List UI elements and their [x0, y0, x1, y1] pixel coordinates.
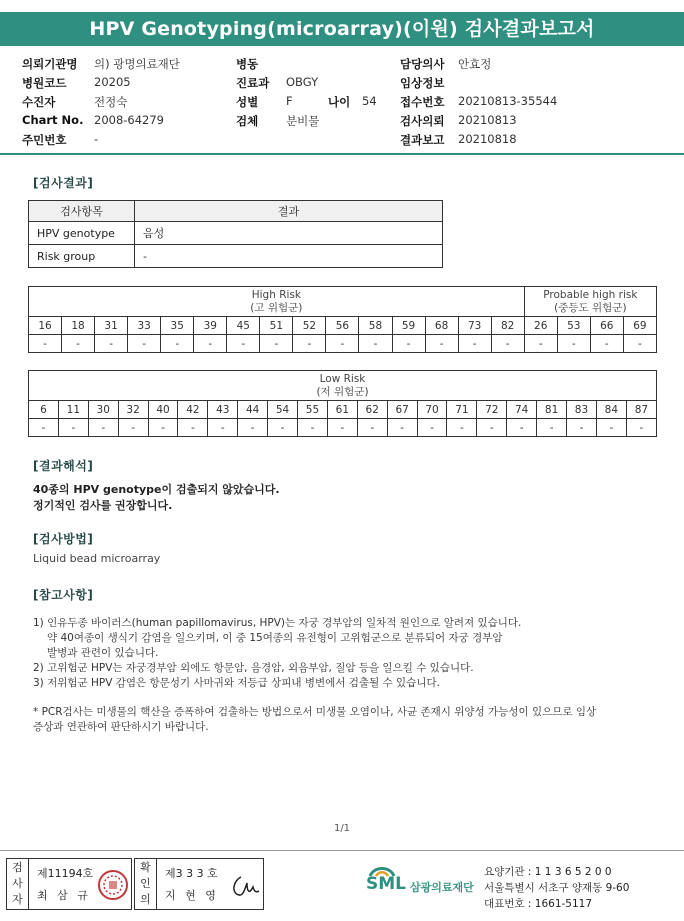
genotype-result-cell: - [477, 419, 507, 437]
genotype-cell: 68 [425, 317, 458, 335]
inspector-license-no: 제11194호 [37, 867, 94, 880]
genotype-result-cell: - [95, 335, 128, 353]
hospital-code-value: 20205 [94, 75, 131, 89]
genotype-result-cell: - [298, 419, 328, 437]
results-title: [검사결과] [33, 176, 94, 190]
note-line: 약 40여종이 생식기 감염을 일으키며, 이 중 15여종의 유전형이 고위험군으로 분류되어 자궁 경부암 [47, 632, 503, 644]
result-value: - [135, 245, 443, 268]
genotype-cell: 11 [58, 401, 88, 419]
request-value: 20210813 [458, 113, 517, 127]
genotype-result-cell: - [626, 419, 656, 437]
org-name: 삼광의료재단 [410, 881, 474, 894]
genotype-cell: 84 [596, 401, 626, 419]
genotype-result-cell: - [29, 335, 62, 353]
col-result-header: 결과 [135, 201, 443, 222]
genotype-cell: 43 [208, 401, 238, 419]
genotype-result-cell: - [590, 335, 623, 353]
genotype-cell: 26 [524, 317, 557, 335]
genotype-result-cell: - [268, 419, 298, 437]
genotype-cell: 58 [359, 317, 392, 335]
genotype-result-cell: - [178, 419, 208, 437]
genotype-result-cell: - [392, 335, 425, 353]
ward-label: 병동 [236, 57, 259, 71]
org-contact [484, 864, 629, 912]
signature-icon [229, 873, 261, 899]
receipt-label: 접수번호 [400, 95, 445, 109]
patient-info [22, 56, 662, 151]
genotype-result-cell: - [62, 335, 95, 353]
org-mark: SML [366, 874, 406, 894]
sex-label: 성별 [236, 95, 259, 109]
genotype-result-cell: - [327, 419, 357, 437]
genotype-result-cell: - [359, 335, 392, 353]
id-label: 주민번호 [22, 133, 67, 147]
sex-value: F [286, 94, 293, 108]
genotype-cell: 71 [447, 401, 477, 419]
group-header-row [29, 287, 657, 317]
genotype-cell: 74 [507, 401, 537, 419]
interpretation-line: 40종의 HPV genotype이 검출되지 않았습니다. [33, 483, 280, 496]
genotype-cell: 83 [567, 401, 597, 419]
results-table [28, 200, 443, 268]
result-item: HPV genotype [29, 222, 135, 245]
genotype-cell: 18 [62, 317, 95, 335]
genotype-result-cell: - [447, 419, 477, 437]
receipt-value: 20210813-35544 [458, 94, 558, 108]
note-line: 2) 고위험군 HPV는 자궁경부암 외에도 항문암, 음경암, 외음부암, 질암 등을 일으킬 수 있습니다. [33, 662, 474, 674]
genotype-cell: 39 [194, 317, 227, 335]
inspector-signature-box [6, 858, 132, 910]
genotype-cell: 54 [268, 401, 298, 419]
genotype-result-cell: - [194, 335, 227, 353]
genotype-cell: 35 [161, 317, 194, 335]
table-row [29, 245, 443, 268]
request-label: 검사의뢰 [400, 114, 445, 128]
confirmer-license-no: 제3 3 3 호 [165, 867, 218, 880]
result-item: Risk group [29, 245, 135, 268]
genotype-result-cell: - [88, 419, 118, 437]
genotype-result-cell: - [596, 419, 626, 437]
genotype-result-cell: - [458, 335, 491, 353]
high-risk-genotype-table [28, 286, 657, 353]
clinical-label: 임상정보 [400, 76, 445, 90]
result-row [29, 419, 657, 437]
genotype-result-cell: - [161, 335, 194, 353]
note-line: 발병과 관련이 있습니다. [47, 647, 159, 659]
genotype-result-cell: - [118, 419, 148, 437]
interpretation-line: 정기적인 검사를 권장합니다. [33, 499, 173, 512]
org-code: 요양기관 : 1 1 3 6 5 2 0 0 [484, 866, 612, 878]
inspector-caption: 검 사 자 [7, 859, 29, 909]
interpretation-text [33, 482, 280, 514]
pcr-note [33, 705, 653, 735]
footer-divider [0, 850, 684, 851]
seal-icon [97, 869, 129, 901]
low-risk-header [29, 371, 657, 401]
genotype-result-cell: - [227, 335, 260, 353]
genotype-cell: 87 [626, 401, 656, 419]
genotype-cell: 6 [29, 401, 59, 419]
org-phone: 대표번호 : 1661-5117 [484, 898, 593, 910]
dept-value: OBGY [286, 75, 319, 89]
genotype-result-cell: - [326, 335, 359, 353]
genotype-result-cell: - [425, 335, 458, 353]
specimen-value: 분비물 [286, 114, 320, 128]
method-title: [검사방법] [33, 532, 94, 546]
table-row [29, 222, 443, 245]
genotype-cell: 69 [623, 317, 656, 335]
report-title: HPV Genotyping(microarray)(이원) 검사결과보고서 [0, 12, 684, 46]
genotype-cell: 70 [417, 401, 447, 419]
institution-label: 의뢰기관명 [22, 57, 78, 71]
genotype-result-cell: - [260, 335, 293, 353]
result-value: 음성 [135, 222, 443, 245]
doctor-label: 담당의사 [400, 57, 445, 71]
genotype-result-cell: - [293, 335, 326, 353]
patient-value: 전정숙 [94, 95, 128, 109]
high-risk-header-sublabel: (고 위험군) [250, 301, 303, 314]
genotype-result-cell: - [507, 419, 537, 437]
inspector-name: 최 삼 규 [37, 889, 91, 902]
genotype-cell: 31 [95, 317, 128, 335]
specimen-label: 검체 [236, 114, 259, 128]
institution-value: 의) 광명의료재단 [94, 57, 180, 71]
genotype-cell: 33 [128, 317, 161, 335]
genotype-result-cell: - [491, 335, 524, 353]
genotype-cell: 40 [148, 401, 178, 419]
genotype-result-cell: - [238, 419, 268, 437]
note-line: 3) 저위험군 HPV 감염은 항문성기 사마귀와 저등급 상피내 병변에서 검출될 수 있습니다. [33, 677, 440, 689]
note-line: * PCR검사는 미생물의 핵산을 증폭하여 검출하는 방법으로서 미생물 오염이나, 사균 존재시 위양성 가능성이 있으므로 임상 [33, 706, 597, 718]
genotype-result-cell: - [128, 335, 161, 353]
high-risk-header [29, 287, 525, 317]
genotype-cell: 42 [178, 401, 208, 419]
age-value: 54 [362, 94, 377, 108]
hospital-code-label: 병원코드 [22, 76, 67, 90]
genotype-row [29, 317, 657, 335]
genotype-cell: 52 [293, 317, 326, 335]
genotype-cell: 55 [298, 401, 328, 419]
report-date-value: 20210818 [458, 132, 517, 146]
genotype-cell: 61 [327, 401, 357, 419]
genotype-cell: 16 [29, 317, 62, 335]
note-line: 1) 인유두종 바이러스(human papillomavirus, HPV)는 자궁 경부암의 일차적 원인으로 알려져 있습니다. [33, 617, 522, 629]
confirmer-name: 지 현 영 [165, 889, 219, 902]
genotype-cell: 82 [491, 317, 524, 335]
genotype-cell: 51 [260, 317, 293, 335]
probable-high-risk-header [524, 287, 656, 317]
genotype-cell: 73 [458, 317, 491, 335]
page-number: 1/1 [333, 823, 351, 834]
genotype-result-cell: - [417, 419, 447, 437]
confirmer-signature-box [134, 858, 264, 910]
low-risk-header-sublabel: (저 위험군) [316, 385, 369, 398]
genotype-result-cell: - [537, 419, 567, 437]
genotype-cell: 45 [227, 317, 260, 335]
genotype-result-cell: - [148, 419, 178, 437]
low-risk-header-label: Low Risk [319, 372, 366, 385]
genotype-cell: 67 [387, 401, 417, 419]
genotype-result-cell: - [557, 335, 590, 353]
genotype-cell: 56 [326, 317, 359, 335]
reference-notes [33, 616, 653, 691]
confirmer-caption: 확 인 의 [135, 859, 157, 909]
genotype-result-cell: - [208, 419, 238, 437]
genotype-result-cell: - [524, 335, 557, 353]
low-risk-genotype-table [28, 370, 657, 437]
probable-high-risk-header-sublabel: (중등도 위험군) [554, 301, 627, 314]
dept-label: 진료과 [236, 76, 270, 90]
genotype-result-cell: - [58, 419, 88, 437]
genotype-cell: 44 [238, 401, 268, 419]
genotype-cell: 81 [537, 401, 567, 419]
genotype-result-cell: - [623, 335, 656, 353]
genotype-cell: 53 [557, 317, 590, 335]
genotype-cell: 30 [88, 401, 118, 419]
genotype-cell: 59 [392, 317, 425, 335]
genotype-cell: 66 [590, 317, 623, 335]
interpretation-title: [결과해석] [33, 459, 94, 473]
genotype-result-cell: - [567, 419, 597, 437]
age-label: 나이 [328, 95, 351, 109]
org-address: 서울특별시 서초구 양재동 9-60 [484, 882, 630, 894]
note-line: 증상과 연관하여 판단하시기 바랍니다. [33, 721, 209, 733]
chart-value: 2008-64279 [94, 113, 164, 127]
method-text: Liquid bead microarray [33, 552, 161, 565]
genotype-cell: 62 [357, 401, 387, 419]
high-risk-header-label: High Risk [251, 288, 301, 301]
id-value: - [94, 132, 99, 146]
genotype-result-cell: - [29, 419, 59, 437]
result-row [29, 335, 657, 353]
chart-label: Chart No. [22, 113, 84, 127]
group-header-row [29, 371, 657, 401]
genotype-result-cell: - [387, 419, 417, 437]
doctor-value: 안효정 [458, 57, 492, 71]
genotype-row [29, 401, 657, 419]
genotype-cell: 72 [477, 401, 507, 419]
divider [0, 153, 684, 155]
report-date-label: 결과보고 [400, 133, 445, 147]
genotype-result-cell: - [357, 419, 387, 437]
reference-title: [참고사항] [33, 588, 94, 602]
patient-label: 수진자 [22, 95, 56, 109]
probable-high-risk-header-label: Probable high risk [543, 288, 638, 301]
genotype-cell: 32 [118, 401, 148, 419]
col-item-header: 검사항목 [29, 201, 135, 222]
